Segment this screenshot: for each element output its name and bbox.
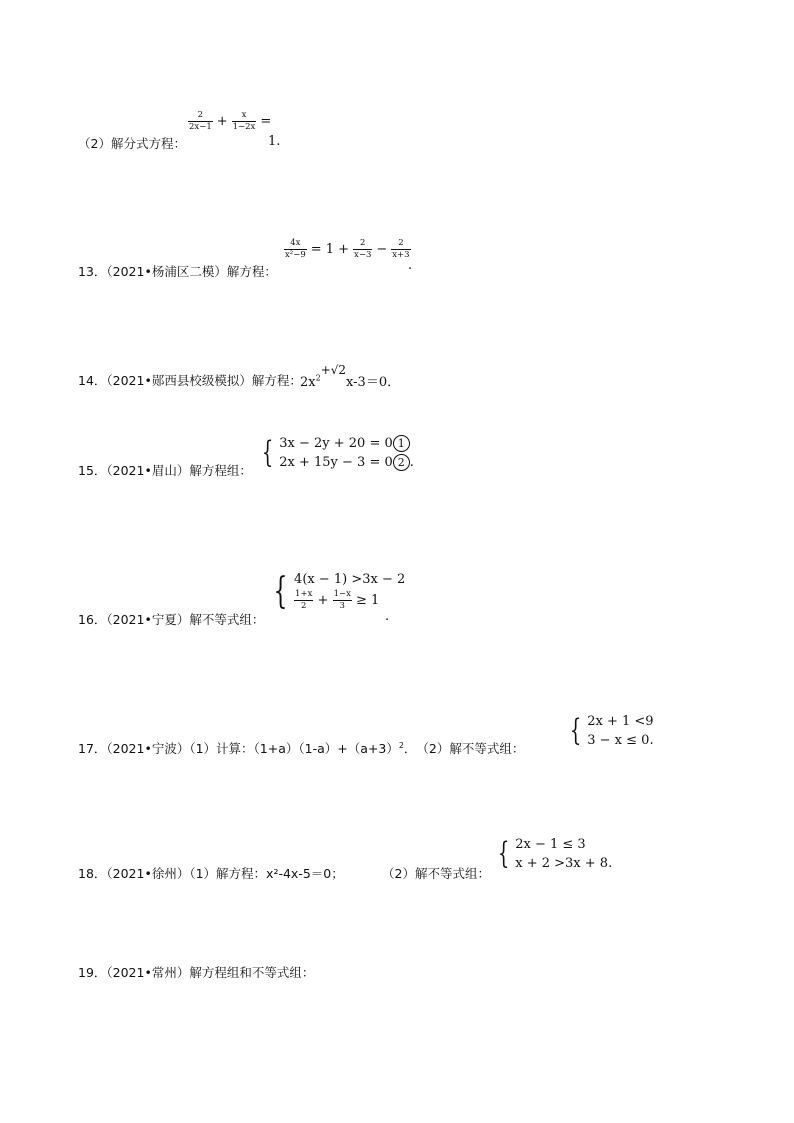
q12-equation: $\frac{2}{2x-1}$ + $\frac{x}{1-2x}$ = xyxy=(189,110,272,132)
q18-part2: （2）解不等式组： xyxy=(382,866,490,881)
q14-equation: $2x^2+√2x-3=0$． xyxy=(300,363,401,390)
q12-fraction-1: $\frac{2}{2x-1}$ xyxy=(189,110,212,132)
q18-system: { 2x − 1 ≤ 3 x + 2 >3x + 8. xyxy=(497,836,613,871)
q15-prefix: 15．（2021•眉山）解方程组： xyxy=(78,463,252,478)
q15-system: { 3x − 2y + 20 = 0 1 2x + 15y − 3 = 0 2 . xyxy=(261,435,414,470)
q18-part1: 18．（2021•徐州）（1）解方程：x²-4x-5＝0； xyxy=(78,866,344,881)
q17-part1: 17．（2021•宁波）（1）计算：$(1+a)(1-a)+(a+3)^2$． （2）解不等式组： xyxy=(78,740,525,756)
q13-fraction-a: $\frac{4x}{\text{x²−9}}$ xyxy=(285,238,306,260)
q16-prefix: 16．（2021•宁夏）解不等式组： xyxy=(78,612,265,627)
q13-prefix: 13．（2021•杨浦区二模）解方程： xyxy=(78,264,277,279)
q12-rhs: 1. xyxy=(268,134,281,149)
q16-system: { 4(x − 1) >3x − 2 $\frac{1+x}{2}$ + $\frac{1-x}{3}$ ≥ 1 xyxy=(273,570,406,612)
q12-part2-prefix: （2）解分式方程： xyxy=(78,136,186,151)
q13-end: . xyxy=(408,258,413,273)
q17-system: { 2x + 1 <9 3 − x ≤ 0. xyxy=(569,713,654,748)
q14-prefix: 14．（2021•郧西县校级模拟）解方程： xyxy=(78,373,302,388)
q13-equation: $\frac{4x}{\text{x²−9}}$ = 1 + $\frac{2}{x-3}$ − $\frac{2}{x+3}$ xyxy=(285,238,410,260)
q13-fraction-b: $\frac{2}{x-3}$ xyxy=(354,238,372,260)
q19-prefix: 19．（2021•常州）解方程组和不等式组： xyxy=(78,965,315,980)
q12-fraction-2: $\frac{x}{1-2x}$ xyxy=(232,110,256,132)
q16-end: . xyxy=(385,609,390,624)
q13-fraction-c: $\frac{2}{x+3}$ xyxy=(392,238,410,260)
